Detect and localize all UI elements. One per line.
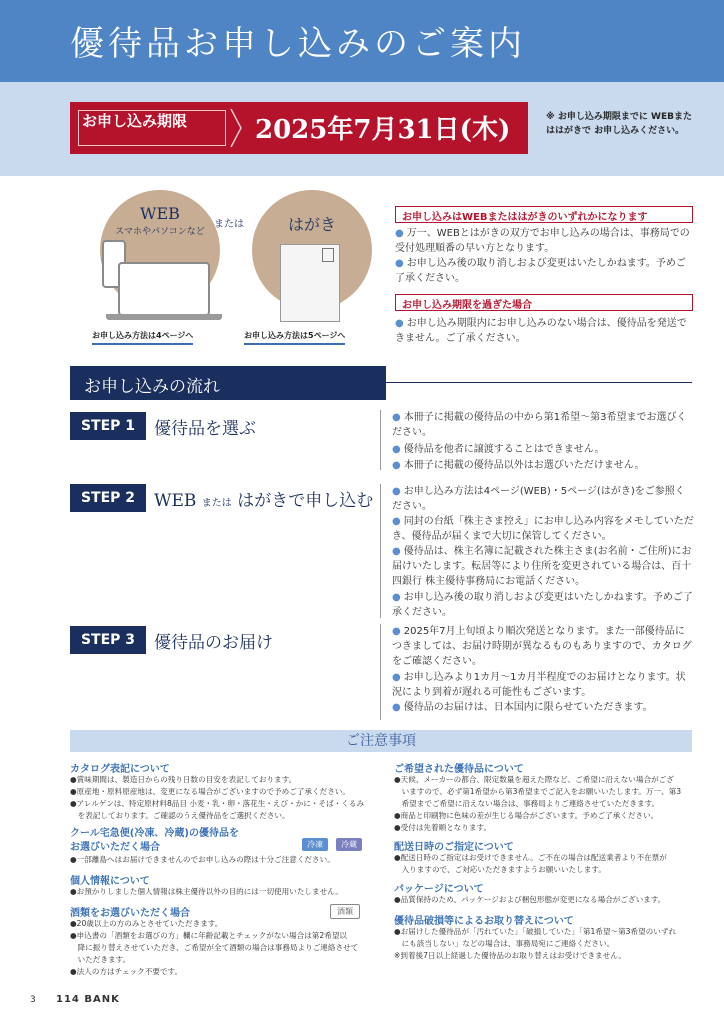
stamp-icon bbox=[322, 248, 334, 262]
step-divider bbox=[380, 484, 381, 618]
notice-subheading: ご希望された優待品について bbox=[394, 764, 524, 775]
info-tag-expired: お申し込み期限を過ぎた場合 bbox=[395, 294, 693, 311]
step-badge: STEP 1 bbox=[70, 412, 146, 440]
step-bullet: ● 優待品のお届けは、日本国内に限らせていただきます。 bbox=[392, 702, 653, 713]
step-title: 優待品のお届け bbox=[154, 633, 273, 653]
step-bullet: ● お申し込みより1カ月〜1カ月半程度でのお届けとなります。状況により到着が遅れる可能性もございます。 bbox=[392, 672, 686, 698]
step-bullet: ● 本冊子に掲載の優待品以外はお選びいただけません。 bbox=[392, 460, 645, 471]
notice-text: ●20歳以上の方のみとさせていただきます。 ●申込書の「酒類をお選びの方」欄に年齢記載とチェックがない場合は第2希望以 降に振り替えさせていただき、ご希望が全て酒類の場合は事務局よりご連絡させて いただきます。 ●法人の方はチェック不要です。 bbox=[70, 919, 359, 976]
chilled-tag: 冷蔵 bbox=[336, 838, 362, 851]
notice-subheading: クール宅急便(冷凍、冷蔵)の優待品を bbox=[70, 828, 239, 839]
info-bullet: ● 万一、WEBとはがきの双方でお申し込みの場合は、事務局での受付処理順番の早い方となります。 bbox=[395, 228, 690, 254]
notice-subheading: パッケージについて bbox=[394, 884, 484, 895]
web-page-link[interactable]: お申し込み方法は4ページへ bbox=[92, 330, 193, 345]
notice-text: ●お届けした優待品が「汚れていた」「破損していた」「第1希望〜第3希望のいずれ にも該当しない」などの場合は、事務局宛にご連絡ください。 ※到着後7日以上経過した優待品のお取り替えはお受けできません。 bbox=[394, 927, 677, 960]
notice-text: ●品質保持のため、パッケージおよび梱包形態が変更になる場合がございます。 bbox=[394, 895, 666, 904]
info-bullet: ● お申し込み期限内にお申し込みのない場合は、優待品を発送できません。ご了承ください。 bbox=[395, 318, 687, 344]
alcohol-tag: 酒類 bbox=[330, 904, 360, 919]
notice-subheading: 優待品破損等によるお取り替えについて bbox=[394, 916, 574, 927]
step-badge: STEP 3 bbox=[70, 626, 146, 654]
notice-subheading: 配送日時のご指定について bbox=[394, 842, 514, 853]
page-number: 3 bbox=[30, 995, 36, 1005]
step-bullet: ● 本冊子に掲載の優待品の中から第1希望〜第3希望までお選びください。 bbox=[392, 412, 687, 438]
or-text: または bbox=[214, 219, 244, 230]
step-title: 優待品を選ぶ bbox=[154, 419, 256, 439]
page-title: 優待品お申し込みのご案内 bbox=[70, 24, 526, 64]
notice-text: ●賞味期間は、製造日からの残り日数の目安を表記しております。 ●原産地・原料原産地は、変更になる場合がございますので予めご了承ください。 ●アレルゲンは、特定原材料8品目 小麦・乳・卵・落花生・えび・かに・そば・くるみ を表記しております。ご確認のうえ優待品をご選択ください。 bbox=[70, 775, 365, 820]
deadline-label: お申し込み期限 bbox=[82, 112, 188, 130]
web-title: WEB bbox=[140, 204, 180, 223]
bank-logo: 114 BANK bbox=[56, 994, 120, 1005]
step-bullet: ● お申し込み方法は4ページ(WEB)・5ページ(はがき)をご参照ください。 bbox=[392, 486, 685, 512]
step-divider bbox=[380, 624, 381, 720]
frozen-tag: 冷凍 bbox=[302, 838, 328, 851]
flow-heading-rule bbox=[386, 382, 692, 383]
deadline-date: 2025年7月31日(木) bbox=[255, 115, 511, 145]
notice-subheading: お選びいただく場合 bbox=[70, 842, 160, 853]
step-badge: STEP 2 bbox=[70, 484, 146, 512]
step-bullet: ● 同封の台紙「株主さま控え」にお申し込み内容をメモしていただき、優待品が届くまで大切に保管してください。 bbox=[392, 516, 694, 542]
notice-subheading: カタログ表記について bbox=[70, 764, 170, 775]
info-tag-method: お申し込みはWEBまたははがきのいずれかになります bbox=[395, 206, 693, 223]
hagaki-title: はがき bbox=[287, 215, 336, 234]
notice-subheading: 酒類をお選びいただく場合 bbox=[70, 908, 190, 919]
step-bullet: ● お申し込み後の取り消しおよび変更はいたしかねます。予めご了承ください。 bbox=[392, 592, 693, 618]
notice-text: ●配送日時のご指定はお受けできません。ご不在の場合は配送業者より不在票が 入りますので、ご対応いただきますようお願いいたします。 bbox=[394, 853, 667, 874]
notice-heading: ご注意事項 bbox=[70, 730, 692, 752]
deadline-box bbox=[70, 102, 528, 154]
deadline-note: ※ お申し込み期限までに WEBまたははがきで お申し込みください。 bbox=[546, 112, 692, 136]
notice-text: ●天候、メーカーの都合、限定数量を超えた際など、ご希望に沿えない場合がござ いますので、必ず第1希望から第3希望までご記入をお願いいたします。万一、第3 希望までご希望に沿えない場合は、事務局よりご連絡させていただきます。 ●商品と印刷物に色味の差が生じる場合がございます。予めご了承ください。 ●受付は先着順となります。 bbox=[394, 775, 682, 832]
notice-text: ●お預かりしました個人情報は株主優待以外の目的には一切使用いたしません。 bbox=[70, 887, 343, 896]
web-subtitle: スマホやパソコンなど bbox=[115, 227, 205, 237]
step-bullet: ● 2025年7月上旬頃より順次発送となります。また一部優待品につきましては、お届け時期が異なるものもありますので、カタログをご確認ください。 bbox=[392, 626, 692, 667]
step-bullet: ● 優待品を他者に譲渡することはできません。 bbox=[392, 444, 605, 455]
step-title: WEB または はがきで申し込む bbox=[154, 491, 374, 511]
step-bullet: ● 優待品は、株主名簿に記載された株主さま(お名前・ご住所)にお届けいたします。転居等により住所を変更されている場合は、百十四銀行 株主優待事務局にお電話ください。 bbox=[392, 546, 692, 587]
page-header bbox=[0, 0, 724, 82]
laptop-base-icon bbox=[106, 314, 222, 320]
flow-heading: お申し込みの流れ bbox=[70, 366, 386, 400]
notice-subheading: 個人情報について bbox=[70, 876, 150, 887]
step-divider bbox=[380, 410, 381, 470]
notice-text: ●一部離島へはお届けできませんのでお申し込みの際は十分ご注意ください。 bbox=[70, 855, 335, 864]
chevron-right-icon bbox=[230, 108, 242, 148]
info-bullet: ● お申し込み後の取り消しおよび変更はいたしかねます。予めご了承ください。 bbox=[395, 258, 686, 284]
laptop-icon bbox=[118, 262, 210, 316]
hagaki-page-link[interactable]: お申し込み方法は5ページへ bbox=[244, 330, 345, 345]
